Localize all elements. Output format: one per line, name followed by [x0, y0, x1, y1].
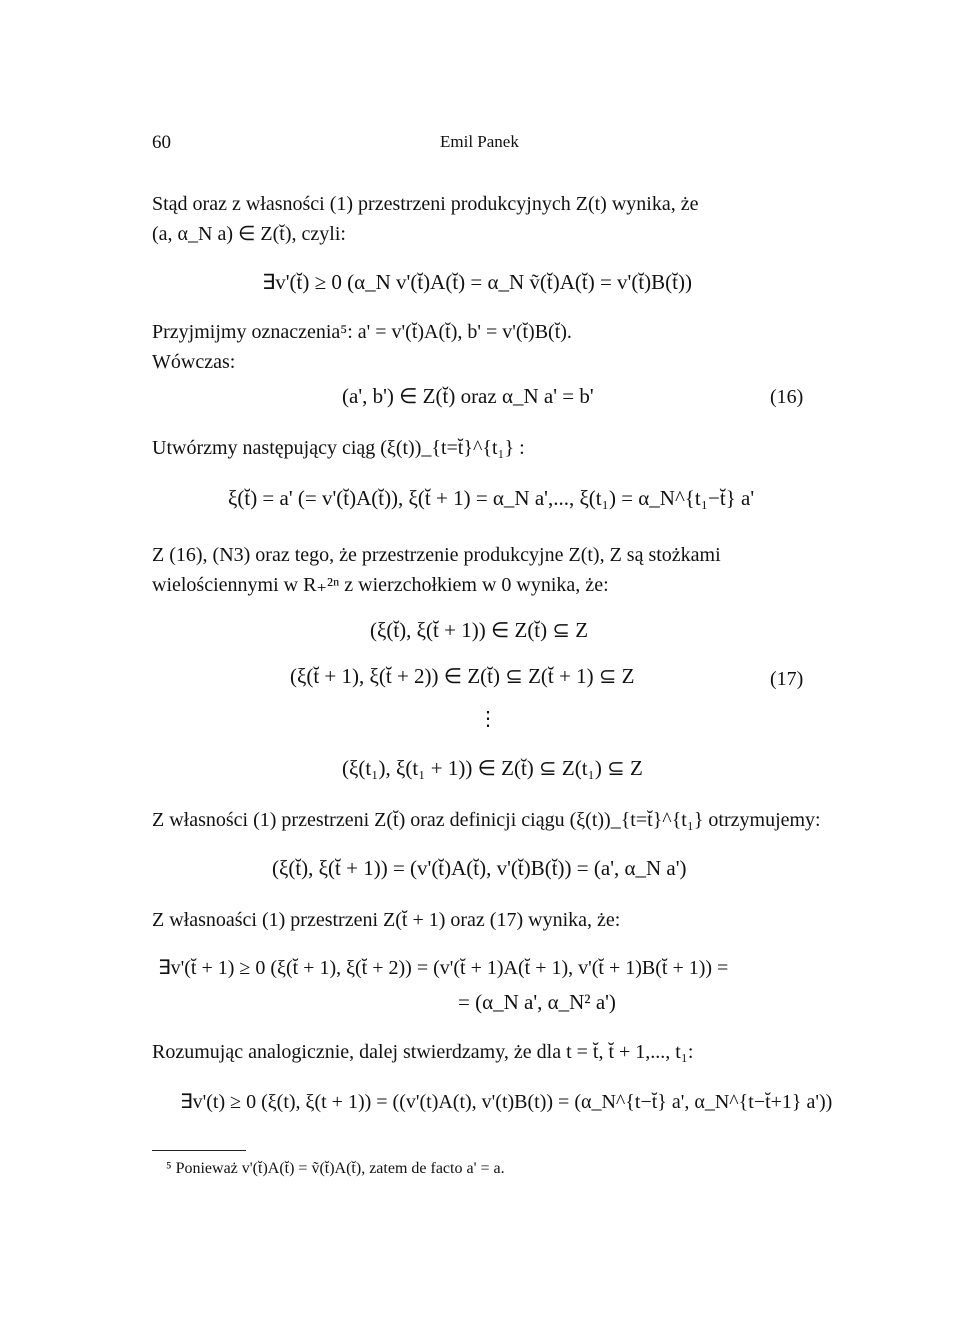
- paragraph-notation: Przyjmijmy oznaczenia⁵: a' = v'(t̆)A(t̆), b' = v'(t̆)B(t̆).: [152, 321, 572, 343]
- equation-number-16: (16): [770, 386, 804, 408]
- running-header-author: Emil Panek: [440, 132, 519, 151]
- paragraph-line-2: (a, α_N a) ∈ Z(t̆), czyli:: [152, 223, 346, 245]
- paragraph-line-1: Stąd oraz z własności (1) przestrzeni produkcyjnych Z(t) wynika, że: [152, 193, 699, 215]
- equation-second-pair-line-1: ∃v'(t̆ + 1) ≥ 0 (ξ(t̆ + 1), ξ(t̆ + 2)) = (v'(t̆ + 1)A(t̆ + 1), v'(t̆ + 1)B(t̆ + 1)) =: [158, 957, 729, 979]
- paragraph-cones: Z (16), (N3) oraz tego, że przestrzenie produkcyjne Z(t), Z są stożkami wielościennymi w R₊²ⁿ z wierzchołkiem w 0 wynika, że:: [152, 544, 721, 596]
- paragraph-analogous: Rozumując analogicznie, dalej stwierdzamy, że dla t = t̆, t̆ + 1,..., t₁:: [152, 1041, 694, 1063]
- equation-16: (a', b') ∈ Z(t̆) oraz α_N a' = b': [342, 384, 594, 408]
- equation-17-line-1: (ξ(t̆), ξ(t̆ + 1)) ∈ Z(t̆) ⊆ Z: [370, 618, 589, 642]
- equation-sequence-definition: ξ(t̆) = a' (= v'(t̆)A(t̆)), ξ(t̆ + 1) = α_N a',..., ξ(t₁) = α_N^{t₁−t̆} a': [228, 486, 755, 510]
- equation-first-pair: (ξ(t̆), ξ(t̆ + 1)) = (v'(t̆)A(t̆), v'(t̆)B(t̆)) = (a', α_N a'): [272, 856, 687, 880]
- paragraph-space-t-plus-1: Z własnoaści (1) przestrzeni Z(t̆ + 1) oraz (17) wynika, że:: [152, 909, 621, 931]
- footnote-rule: [152, 1150, 246, 1151]
- page-number: 60: [152, 132, 171, 153]
- vertical-ellipsis: ⋮: [478, 708, 498, 730]
- paragraph-sequence: Utwórzmy następujący ciąg (ξ(t))_{t=t̆}^{t₁} :: [152, 437, 525, 459]
- equation-second-pair-line-2: = (α_N a', α_N² a'): [458, 990, 616, 1014]
- equation-17-line-2: (ξ(t̆ + 1), ξ(t̆ + 2)) ∈ Z(t̆) ⊆ Z(t̆ + 1) ⊆ Z: [290, 664, 635, 688]
- equation-general-pair: ∃v'(t) ≥ 0 (ξ(t), ξ(t + 1)) = ((v'(t)A(t), v'(t)B(t)) = (α_N^{t−t̆} a', α_N^{t−t̆+1} a')): [180, 1091, 833, 1113]
- footnote-5: ⁵ Ponieważ v'(t̆)A(t̆) = ṽ(t̆)A(t̆), zatem de facto a' = a.: [166, 1160, 505, 1177]
- equation-17-line-3: (ξ(t₁), ξ(t₁ + 1)) ∈ Z(t̆) ⊆ Z(t₁) ⊆ Z: [342, 756, 643, 780]
- paragraph-wowczas: Wówczas:: [152, 351, 236, 373]
- paragraph-definition-sequence: Z własności (1) przestrzeni Z(t̆) oraz definicji ciągu (ξ(t))_{t=t̆}^{t₁} otrzymujemy:: [152, 809, 821, 831]
- equation-exists-v: ∃v'(t̆) ≥ 0 (α_N v'(t̆)A(t̆) = α_N ṽ(t̆)A(t̆) = v'(t̆)B(t̆)): [262, 270, 692, 294]
- equation-number-17: (17): [770, 668, 804, 690]
